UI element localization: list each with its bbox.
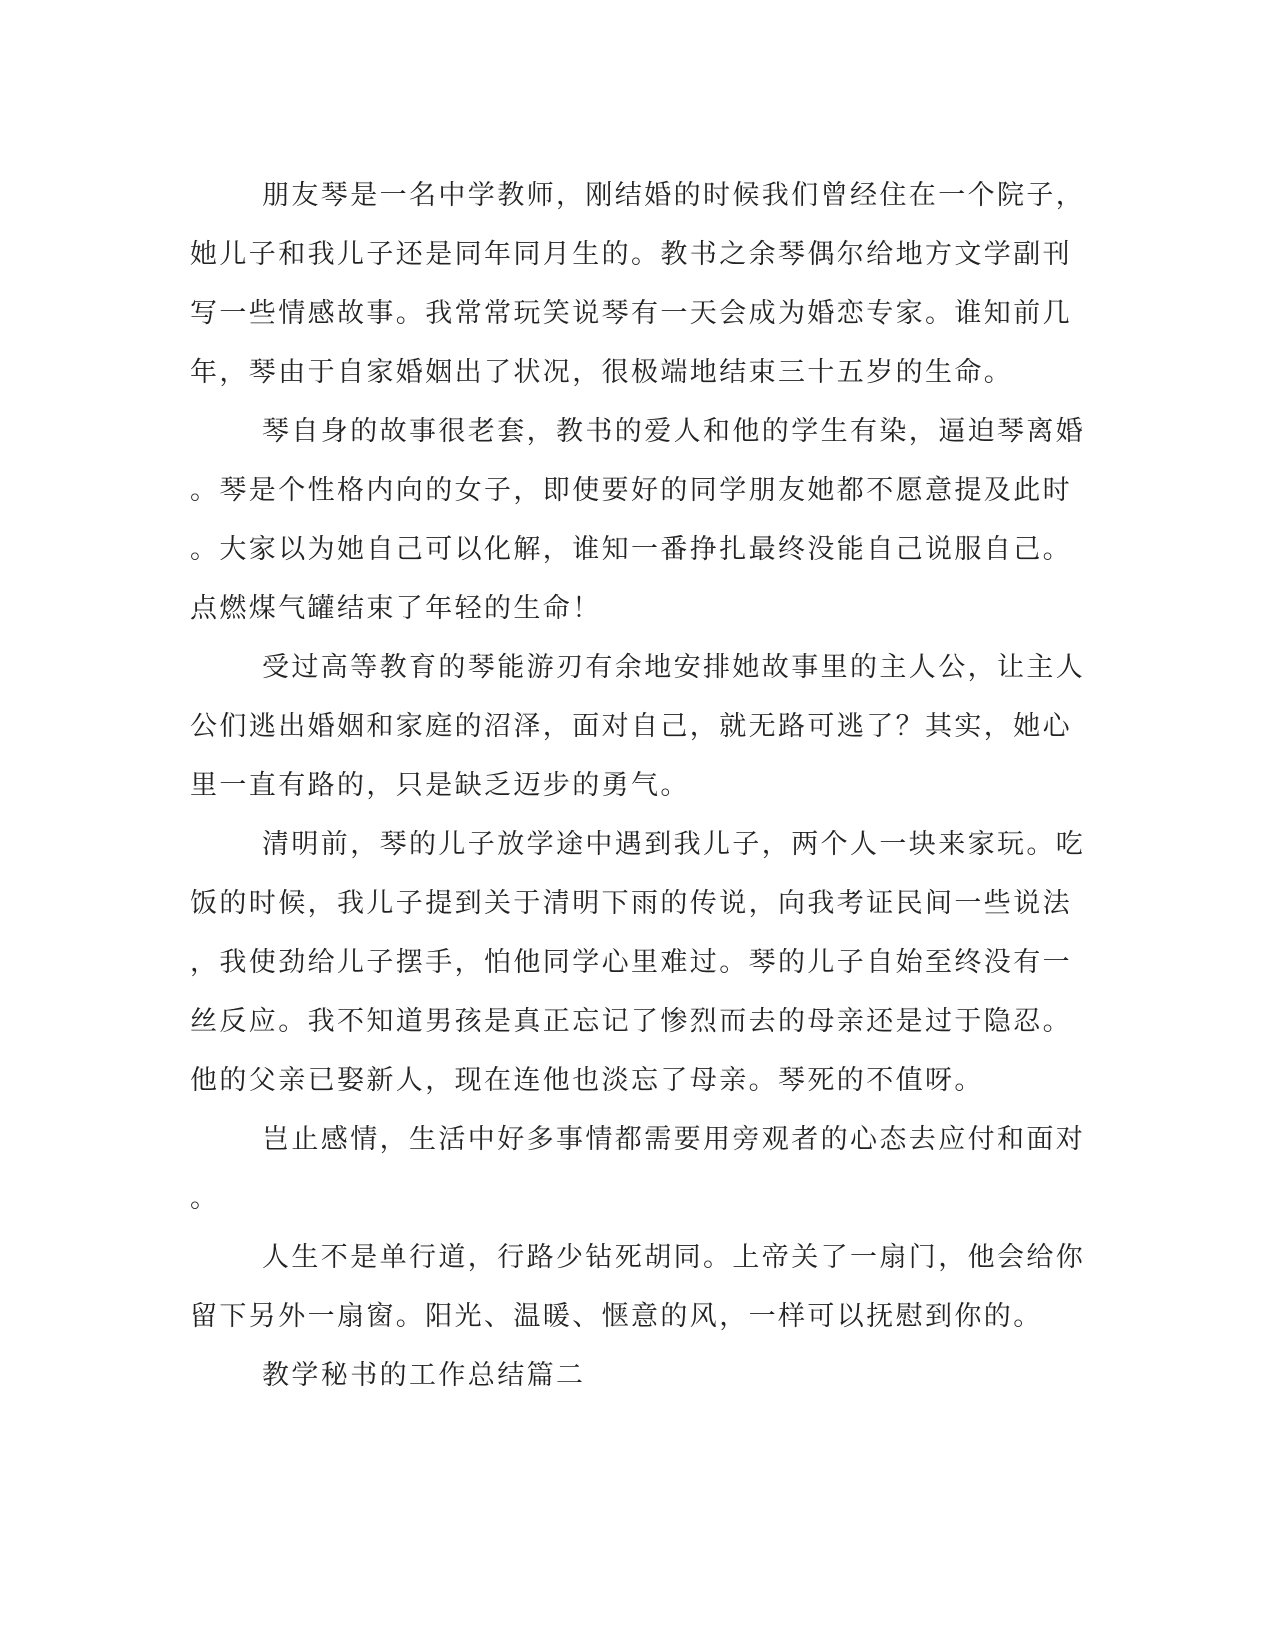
text-line: 人生不是单行道，行路少钻死胡同。上帝关了一扇门，他会给你 xyxy=(262,1242,1086,1273)
text-line: 公们逃出婚姻和家庭的沼泽，面对自己，就无路可逃了？其实，她心 xyxy=(190,711,1072,742)
text-line: 留下另外一扇窗。阳光、温暖、惬意的风，一样可以抚慰到你的。 xyxy=(190,1301,1043,1332)
text-line: 丝反应。我不知道男孩是真正忘记了惨烈而去的母亲还是过于隐忍。 xyxy=(190,1006,1072,1037)
paragraph-2 xyxy=(190,402,1086,638)
text-line: 点燃煤气罐结束了年轻的生命！ xyxy=(190,593,602,624)
text-line: 岂止感情，生活中好多事情都需要用旁观者的心态去应付和面对 xyxy=(262,1124,1086,1155)
text-line: 。 xyxy=(190,1183,220,1214)
text-line: 她儿子和我儿子还是同年同月生的。教书之余琴偶尔给地方文学副刊 xyxy=(190,239,1072,270)
text-line: ，我使劲给儿子摆手，怕他同学心里难过。琴的儿子自始至终没有一 xyxy=(190,947,1072,978)
paragraph-4 xyxy=(190,815,1086,1110)
paragraph-3 xyxy=(190,638,1086,815)
text-line: 受过高等教育的琴能游刃有余地安排她故事里的主人公，让主人 xyxy=(262,652,1086,683)
paragraph-5 xyxy=(190,1110,1086,1228)
text-line: 琴自身的故事很老套，教书的爱人和他的学生有染，逼迫琴离婚 xyxy=(262,416,1086,447)
text-line: 清明前，琴的儿子放学途中遇到我儿子，两个人一块来家玩。吃 xyxy=(262,829,1086,860)
heading-line: 教学秘书的工作总结篇二 xyxy=(262,1360,586,1391)
text-line: 朋友琴是一名中学教师，刚结婚的时候我们曾经住在一个院子， xyxy=(262,180,1086,211)
text-line: 饭的时候，我儿子提到关于清明下雨的传说，向我考证民间一些说法 xyxy=(190,888,1072,919)
text-line: 里一直有路的，只是缺乏迈步的勇气。 xyxy=(190,770,690,801)
paragraph-1 xyxy=(190,166,1086,402)
text-line: 他的父亲已娶新人，现在连他也淡忘了母亲。琴死的不值呀。 xyxy=(190,1065,984,1096)
text-line: 写一些情感故事。我常常玩笑说琴有一天会成为婚恋专家。谁知前几 xyxy=(190,298,1072,329)
paragraph-6 xyxy=(190,1228,1086,1346)
text-line: 。大家以为她自己可以化解，谁知一番挣扎最终没能自己说服自己。 xyxy=(190,534,1072,565)
document-body xyxy=(190,166,1086,1405)
section-heading xyxy=(190,1346,1070,1405)
text-line: 年，琴由于自家婚姻出了状况，很极端地结束三十五岁的生命。 xyxy=(190,357,1014,388)
text-line: 。琴是个性格内向的女子，即使要好的同学朋友她都不愿意提及此时 xyxy=(190,475,1072,506)
